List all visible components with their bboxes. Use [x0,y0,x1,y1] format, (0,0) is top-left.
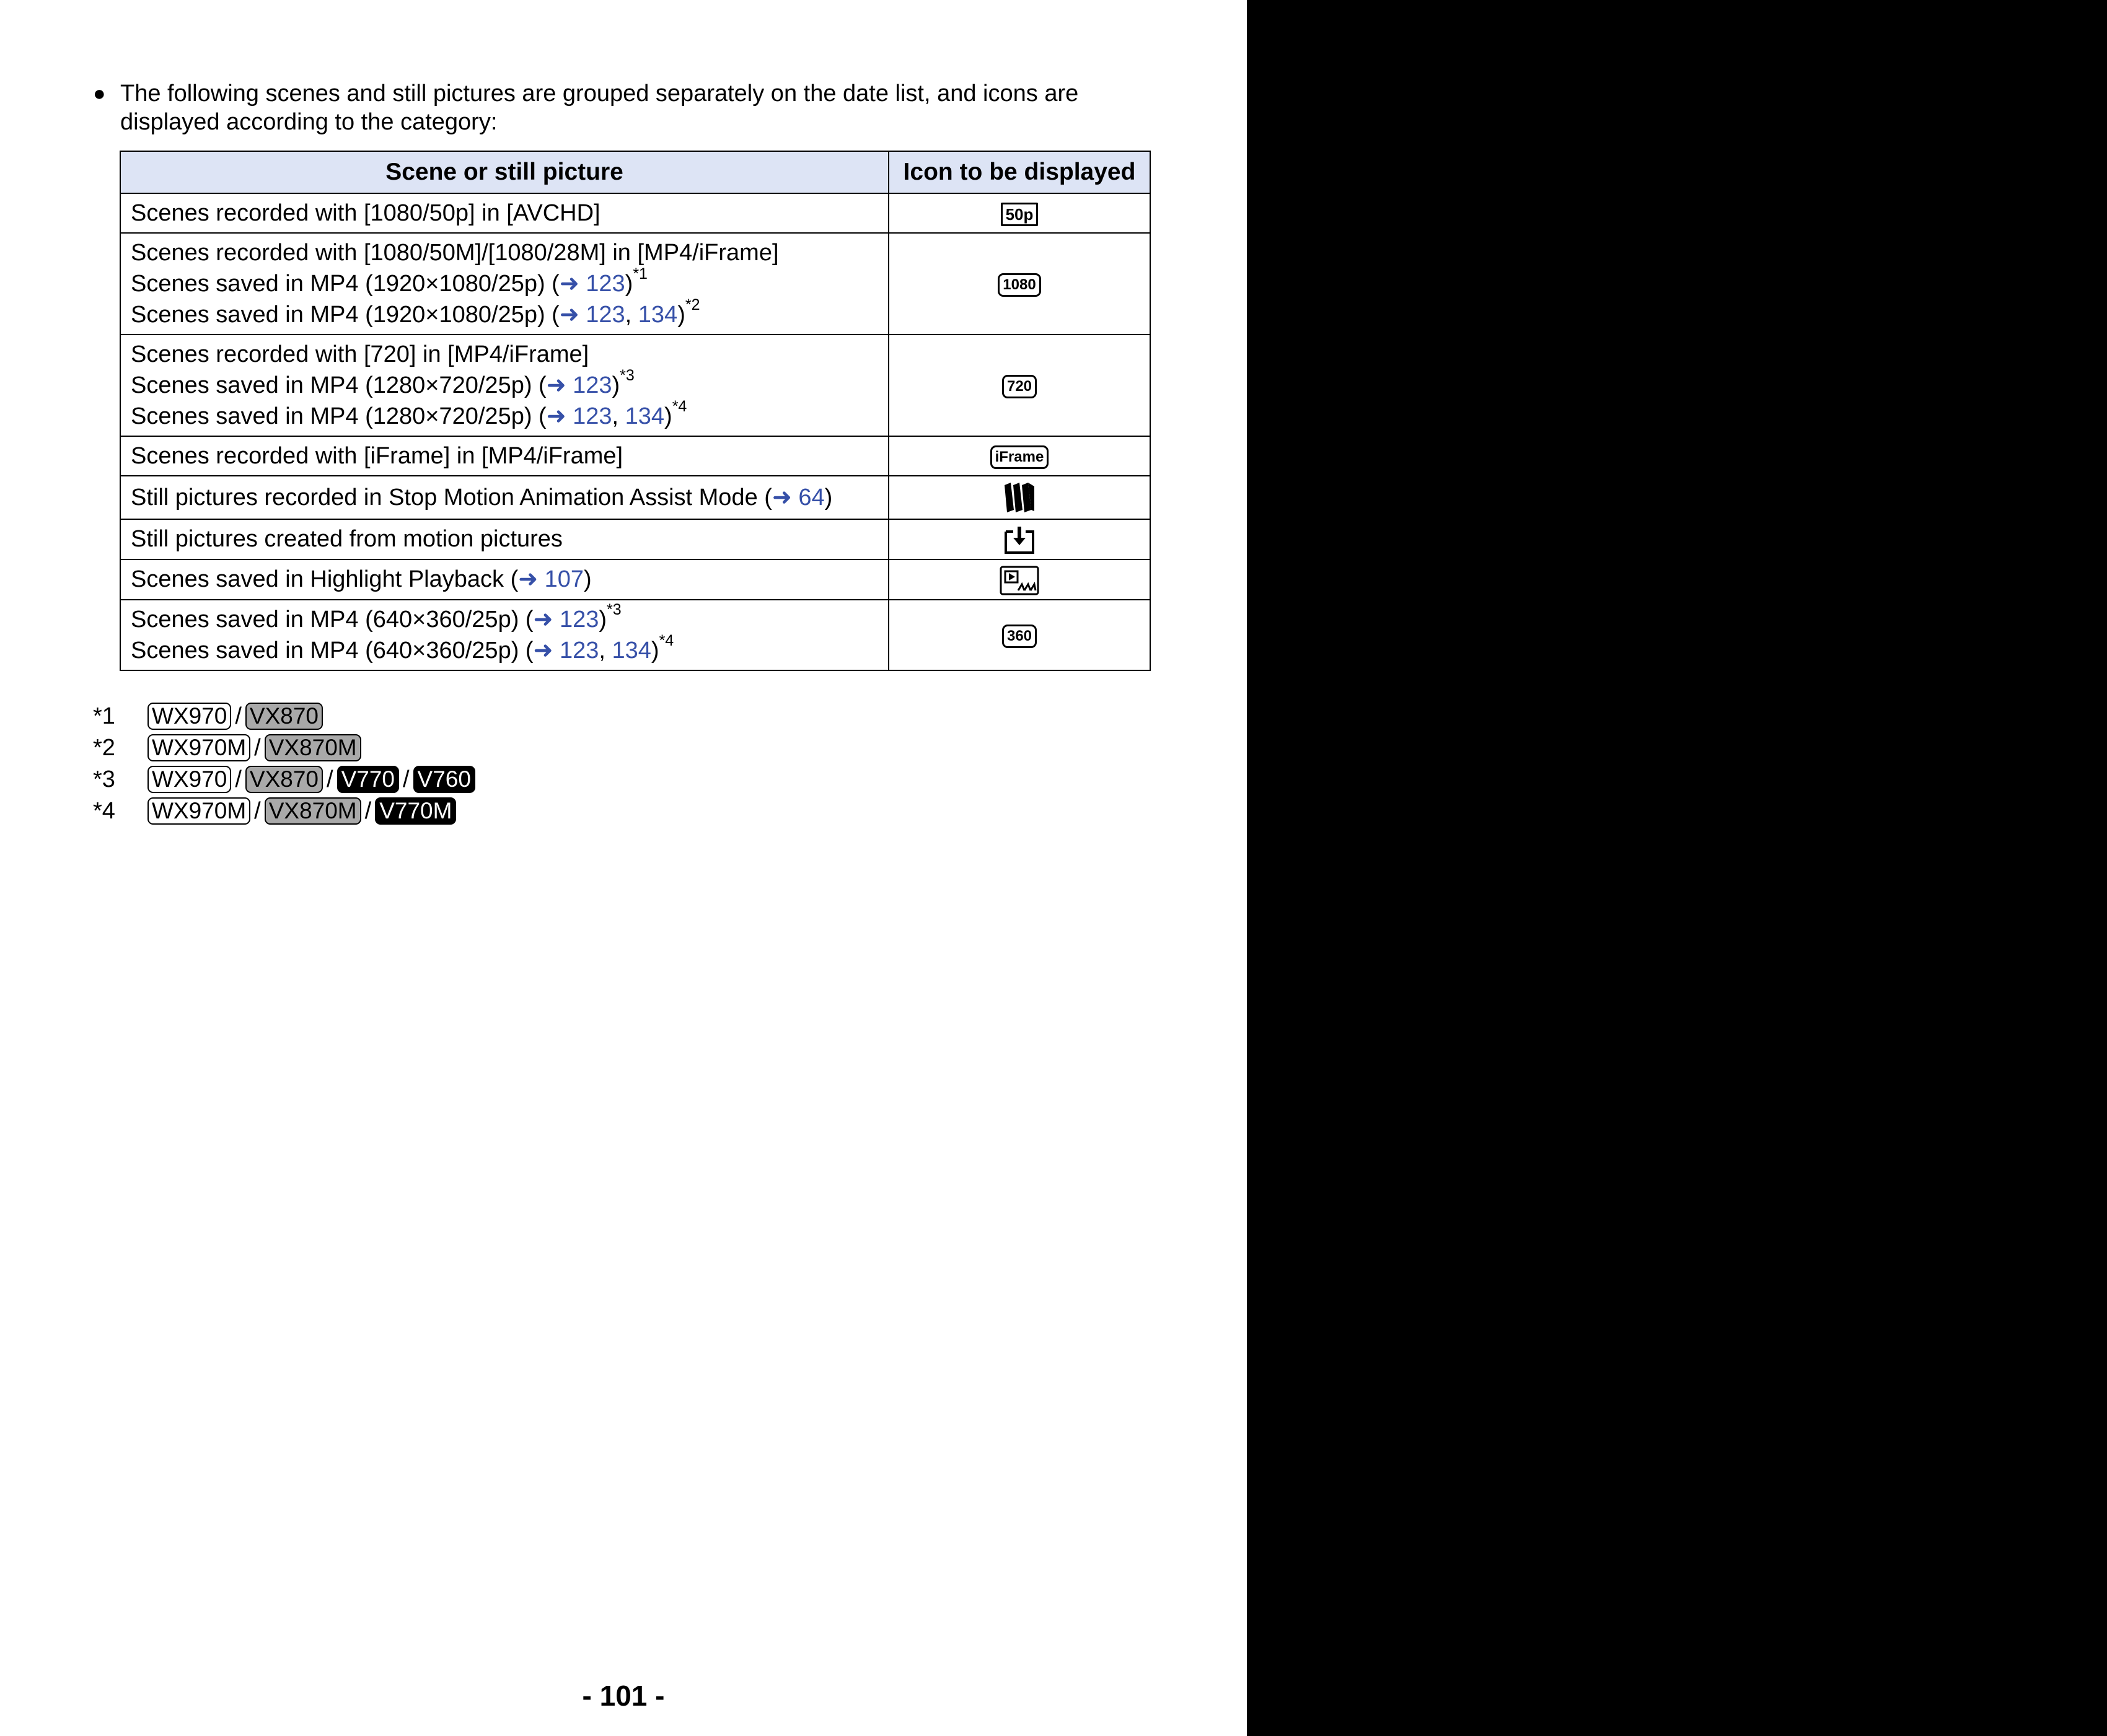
model-separator: / [327,766,333,792]
bullet-text: The following scenes and still pictures are grouped separately on the date list, and icons are displayed according to the category: [120,81,1079,135]
model-badge: V770M [375,797,456,825]
footnote [93,763,475,795]
scene-cell [120,559,889,600]
model-badge: VX870M [265,734,361,761]
icon-cell [889,519,1150,559]
footnote-ref: *1 [633,265,648,283]
header-scene: Scene or still picture [120,151,889,193]
model-badge: VX870 [245,703,323,730]
icon-cell [889,600,1150,670]
scene-text: Scenes saved in MP4 (640×360/25p) ( [131,606,534,633]
page-link[interactable]: 123 [573,372,612,398]
page-link[interactable]: 134 [625,403,665,429]
scene-cell [120,476,889,519]
close-paren: ) [824,484,833,511]
scene-text: Still pictures created from motion pictures [131,526,563,553]
page-link[interactable]: 123 [559,606,599,633]
table-row [120,193,1150,233]
scene-line [131,632,878,666]
icon-cell [889,559,1150,600]
model-badge: WX970 [147,703,231,730]
icon-cell [889,476,1150,519]
scene-text: Scenes saved in MP4 (1280×720/25p) ( [131,372,547,398]
scene-line [131,296,878,330]
scene-line [131,265,878,299]
footnote-mark: *1 [93,703,115,729]
model-separator: / [235,766,242,792]
still-from-motion-icon [1002,526,1037,552]
footnotes [93,700,475,826]
scene-text: Scenes recorded with [1080/50M]/[1080/28M] in [MP4/iFrame] [131,240,779,266]
scene-text: Scenes recorded with [iFrame] in [MP4/iFrame] [131,443,623,469]
footnote [93,732,475,763]
scene-text: Scenes saved in MP4 (1280×720/25p) ( [131,403,547,429]
table-row [120,436,1150,476]
table-row [120,600,1150,670]
footnote [93,700,475,732]
50p-icon: 50p [1001,203,1039,226]
model-badge: VX870M [265,797,361,825]
model-separator: / [364,797,372,824]
icon-cell [889,436,1150,476]
model-badge: WX970M [147,734,250,761]
model-badge: V770 [337,766,399,793]
scene-cell [120,193,889,233]
footnote-ref: *4 [659,632,674,650]
table-row [120,233,1150,335]
page-ref-arrow: ➜ [533,637,560,664]
footnote-mark: *4 [93,797,115,824]
header-icon: Icon to be displayed [889,151,1150,193]
footnote-ref: *4 [672,398,687,416]
icon-cell [889,335,1150,436]
scene-text: Still pictures recorded in Stop Motion Animation Assist Mode ( [131,484,772,511]
scene-text: Scenes saved in MP4 (640×360/25p) ( [131,637,534,664]
scene-line [131,237,878,268]
page-ref-arrow: ➜ [546,403,573,429]
page-ref-arrow: ➜ [559,271,586,297]
footnote-ref: *3 [620,367,635,385]
scene-cell [120,600,889,670]
scene-cell [120,233,889,335]
footnote [93,795,475,826]
model-separator: / [235,703,242,729]
close-paren: ) [612,372,620,398]
page-ref-arrow: ➜ [533,606,560,633]
scene-cell [120,335,889,436]
scene-text: Scenes saved in Highlight Playback ( [131,566,519,593]
model-separator: / [402,766,410,792]
link-separator: , [612,403,625,429]
page-link[interactable]: 64 [798,484,825,511]
scene-text: Scenes saved in MP4 (1920×1080/25p) ( [131,302,560,328]
close-paren: ) [599,606,607,633]
scene-text: Scenes recorded with [1080/50p] in [AVCHD] [131,200,600,226]
close-paren: ) [651,637,659,664]
page-number: - 101 - [582,1680,665,1712]
model-badge: WX970 [147,766,231,793]
scene-line [131,441,878,471]
bullet-dot: ● [93,82,106,105]
scene-cell [120,436,889,476]
model-badge: WX970M [147,797,250,825]
scene-line [131,367,878,401]
scene-line [131,198,878,229]
bullet-paragraph [93,79,1159,136]
scene-line [131,564,878,595]
table-header-row [120,151,1150,193]
1080-icon: 1080 [998,273,1040,297]
footnote-mark: *2 [93,734,115,761]
footnote-mark: *3 [93,766,115,792]
scene-line [131,398,878,432]
footnote-ref: *2 [685,296,700,314]
table-row [120,335,1150,436]
stop-motion-icon [1002,483,1037,509]
model-separator: / [254,797,261,824]
page-link[interactable]: 123 [559,637,599,664]
model-badge: V760 [413,766,475,793]
icon-cell [889,193,1150,233]
page-ref-arrow: ➜ [559,302,586,328]
close-paren: ) [677,302,685,328]
icon-cell [889,233,1150,335]
page-link[interactable]: 134 [638,302,678,328]
page-link[interactable]: 123 [586,302,625,328]
page-link[interactable]: 107 [544,566,584,593]
scene-text: Scenes saved in MP4 (1920×1080/25p) ( [131,271,560,297]
iframe-icon: iFrame [990,445,1049,469]
highlight-playback-icon [1000,566,1039,592]
table-row [120,559,1150,600]
scene-line [131,601,878,635]
close-paren: ) [664,403,672,429]
360-icon: 360 [1002,625,1037,648]
page-ref-arrow: ➜ [546,372,573,398]
footnote-ref: *3 [607,601,622,619]
close-paren: ) [584,566,592,593]
scene-text: Scenes recorded with [720] in [MP4/iFrame] [131,341,589,367]
scene-line [131,482,878,513]
page-link[interactable]: 123 [586,271,625,297]
model-separator: / [254,734,261,761]
scene-line [131,339,878,370]
scene-line [131,524,878,555]
720-icon: 720 [1002,375,1037,398]
page-link[interactable]: 134 [612,637,651,664]
table-row [120,519,1150,559]
page-link[interactable]: 123 [573,403,612,429]
page-ref-arrow: ➜ [772,484,799,511]
close-paren: ) [625,271,633,297]
model-badge: VX870 [245,766,323,793]
page-ref-arrow: ➜ [518,566,545,593]
scene-cell [120,519,889,559]
icon-category-table [120,151,1151,671]
link-separator: , [599,637,612,664]
table-row [120,476,1150,519]
link-separator: , [625,302,638,328]
